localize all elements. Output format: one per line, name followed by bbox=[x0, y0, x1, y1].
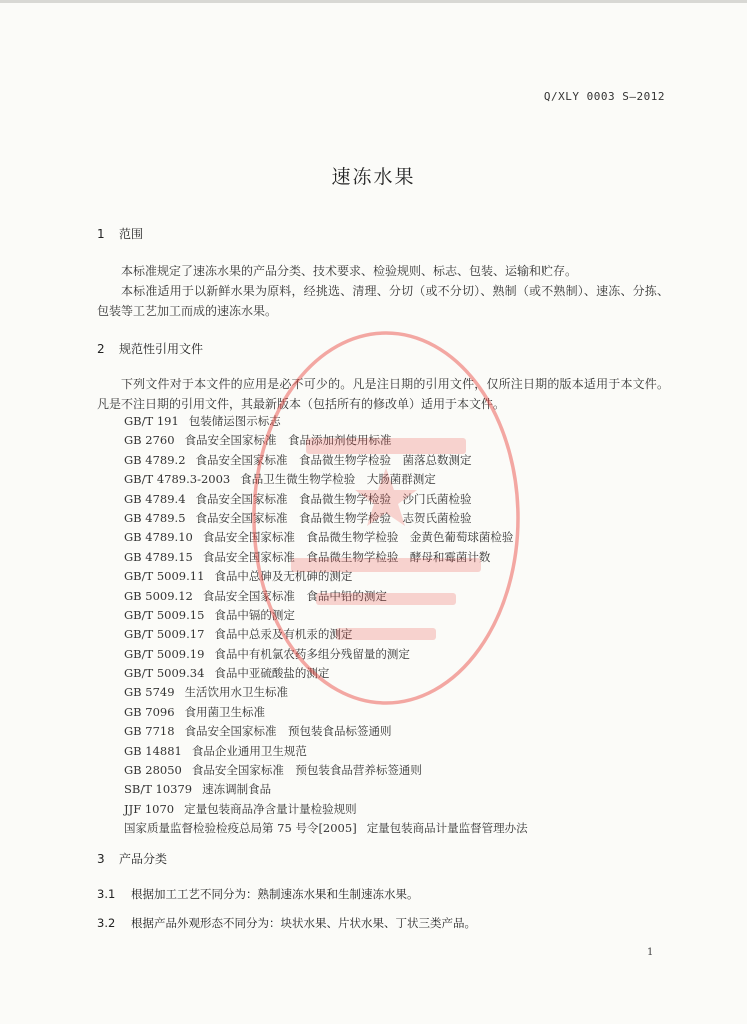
clause-number: 3.2 bbox=[97, 916, 116, 930]
document-code: Q/XLY 0003 S—2012 bbox=[543, 90, 665, 103]
reference-title: 食品卫生微生物学检验 大肠菌群测定 bbox=[240, 472, 436, 487]
reference-title: 定量包装商品计量监督管理办法 bbox=[366, 821, 528, 836]
reference-item bbox=[124, 528, 528, 547]
reference-code: GB 4789.10 bbox=[124, 530, 193, 545]
section-number: 3 bbox=[97, 852, 105, 866]
section-2-heading bbox=[97, 340, 203, 357]
section-3-heading bbox=[97, 850, 167, 867]
reference-item bbox=[124, 664, 528, 683]
reference-code: GB 4789.5 bbox=[124, 510, 186, 525]
reference-title: 食品安全国家标准 预包装食品营养标签通则 bbox=[191, 763, 422, 778]
reference-item bbox=[124, 683, 528, 702]
reference-item bbox=[124, 509, 528, 528]
reference-item bbox=[124, 761, 528, 780]
reference-title: 食品安全国家标准 食品微生物学检验 志贺氏菌检验 bbox=[195, 510, 472, 525]
reference-item bbox=[124, 431, 528, 450]
clause-number: 3.1 bbox=[97, 887, 116, 901]
reference-item bbox=[124, 645, 528, 664]
reference-code: GB/T 5009.15 bbox=[124, 607, 205, 622]
reference-code: GB 7096 bbox=[124, 704, 175, 719]
scope-paragraph-2: 本标准适用于以新鲜水果为原料，经挑选、清理、分切（或不分切）、熟制（或不熟制）、速冻、分拣、包装等工艺加工而成的速冻水果。 bbox=[97, 284, 669, 318]
reference-code: JJF 1070 bbox=[124, 801, 175, 816]
reference-code: GB 5749 bbox=[124, 685, 175, 700]
reference-code: GB 5009.12 bbox=[124, 588, 193, 603]
reference-code: GB/T 5009.11 bbox=[124, 569, 205, 584]
clause-3-2 bbox=[97, 915, 476, 931]
reference-code: GB/T 5009.34 bbox=[124, 666, 205, 681]
references-intro: 下列文件对于本文件的应用是必不可少的。凡是注日期的引用文件，仅所注日期的版本适用于本文件。凡是不注日期的引用文件，其最新版本（包括所有的修改单）适用于本文件。 bbox=[97, 377, 669, 411]
reference-title: 食品中镉的测定 bbox=[214, 607, 295, 622]
reference-item bbox=[124, 451, 528, 470]
reference-title: 食用菌卫生标准 bbox=[184, 704, 266, 719]
reference-title: 速冻调制食品 bbox=[202, 782, 272, 797]
reference-item bbox=[124, 780, 528, 799]
reference-code: GB/T 4789.3-2003 bbox=[124, 472, 231, 487]
reference-code: GB 2760 bbox=[124, 433, 175, 448]
reference-title: 食品企业通用卫生规范 bbox=[191, 743, 307, 758]
reference-item bbox=[124, 548, 528, 567]
section-number: 2 bbox=[97, 342, 105, 356]
reference-title: 生活饮用水卫生标准 bbox=[184, 685, 289, 700]
reference-code: 国家质量监督检验检疫总局第 75 号令[2005] bbox=[124, 821, 357, 836]
reference-item bbox=[124, 625, 528, 644]
reference-title: 食品安全国家标准 食品微生物学检验 酵母和霉菌计数 bbox=[202, 549, 491, 564]
scope-paragraph-1: 本标准规定了速冻水果的产品分类、技术要求、检验规则、标志、包装、运输和贮存。 bbox=[121, 264, 578, 278]
section-1-heading bbox=[97, 225, 143, 242]
reference-title: 定量包装商品净含量计量检验规则 bbox=[184, 801, 357, 816]
reference-item bbox=[124, 722, 528, 741]
reference-item bbox=[124, 742, 528, 761]
reference-item bbox=[124, 606, 528, 625]
reference-code: SB/T 10379 bbox=[124, 782, 193, 797]
reference-title: 包装储运图示标志 bbox=[188, 414, 281, 428]
reference-title: 食品中总汞及有机汞的测定 bbox=[214, 627, 353, 642]
reference-code: GB/T 5009.17 bbox=[124, 627, 205, 642]
reference-item bbox=[124, 412, 528, 431]
section-title: 范围 bbox=[119, 227, 144, 241]
clause-text: 根据产品外观形态不同分为：块状水果、片状水果、丁状三类产品。 bbox=[131, 916, 476, 930]
reference-title: 食品中总砷及无机砷的测定 bbox=[214, 569, 353, 584]
clause-3-1 bbox=[97, 886, 419, 902]
reference-title: 食品中有机氯农药多组分残留量的测定 bbox=[214, 646, 410, 661]
reference-title: 食品安全国家标准 食品微生物学检验 金黄色葡萄球菌检验 bbox=[202, 530, 514, 545]
reference-code: GB 14881 bbox=[124, 743, 182, 758]
reference-code: GB 7718 bbox=[124, 724, 175, 739]
section-number: 1 bbox=[97, 227, 105, 241]
reference-code: GB/T 5009.19 bbox=[124, 646, 205, 661]
reference-item bbox=[124, 490, 528, 509]
reference-title: 食品安全国家标准 食品微生物学检验 沙门氏菌检验 bbox=[195, 491, 472, 506]
reference-list bbox=[124, 412, 528, 839]
section-title: 规范性引用文件 bbox=[119, 342, 204, 356]
clause-text: 根据加工工艺不同分为：熟制速冻水果和生制速冻水果。 bbox=[131, 887, 419, 901]
reference-code: GB 4789.15 bbox=[124, 549, 193, 564]
reference-title: 食品安全国家标准 食品中铅的测定 bbox=[202, 588, 387, 603]
top-border-line bbox=[0, 0, 747, 3]
reference-title: 食品安全国家标准 预包装食品标签通则 bbox=[184, 724, 392, 739]
reference-code: GB 4789.4 bbox=[124, 491, 186, 506]
reference-title: 食品安全国家标准 食品微生物学检验 菌落总数测定 bbox=[195, 452, 472, 467]
reference-title: 食品安全国家标准 食品添加剂使用标准 bbox=[184, 433, 392, 448]
reference-item bbox=[124, 470, 528, 489]
reference-item bbox=[124, 587, 528, 606]
reference-item bbox=[124, 819, 528, 838]
reference-item bbox=[124, 567, 528, 586]
reference-code: GB 4789.2 bbox=[124, 452, 186, 467]
reference-item bbox=[124, 703, 528, 722]
reference-item bbox=[124, 800, 528, 819]
reference-code: GB 28050 bbox=[124, 763, 182, 778]
document-title: 速冻水果 bbox=[331, 166, 416, 188]
reference-code: GB/T 191 bbox=[124, 414, 179, 428]
section-title: 产品分类 bbox=[119, 852, 168, 866]
reference-title: 食品中亚硫酸盐的测定 bbox=[214, 666, 330, 681]
page-number: 1 bbox=[647, 947, 654, 958]
